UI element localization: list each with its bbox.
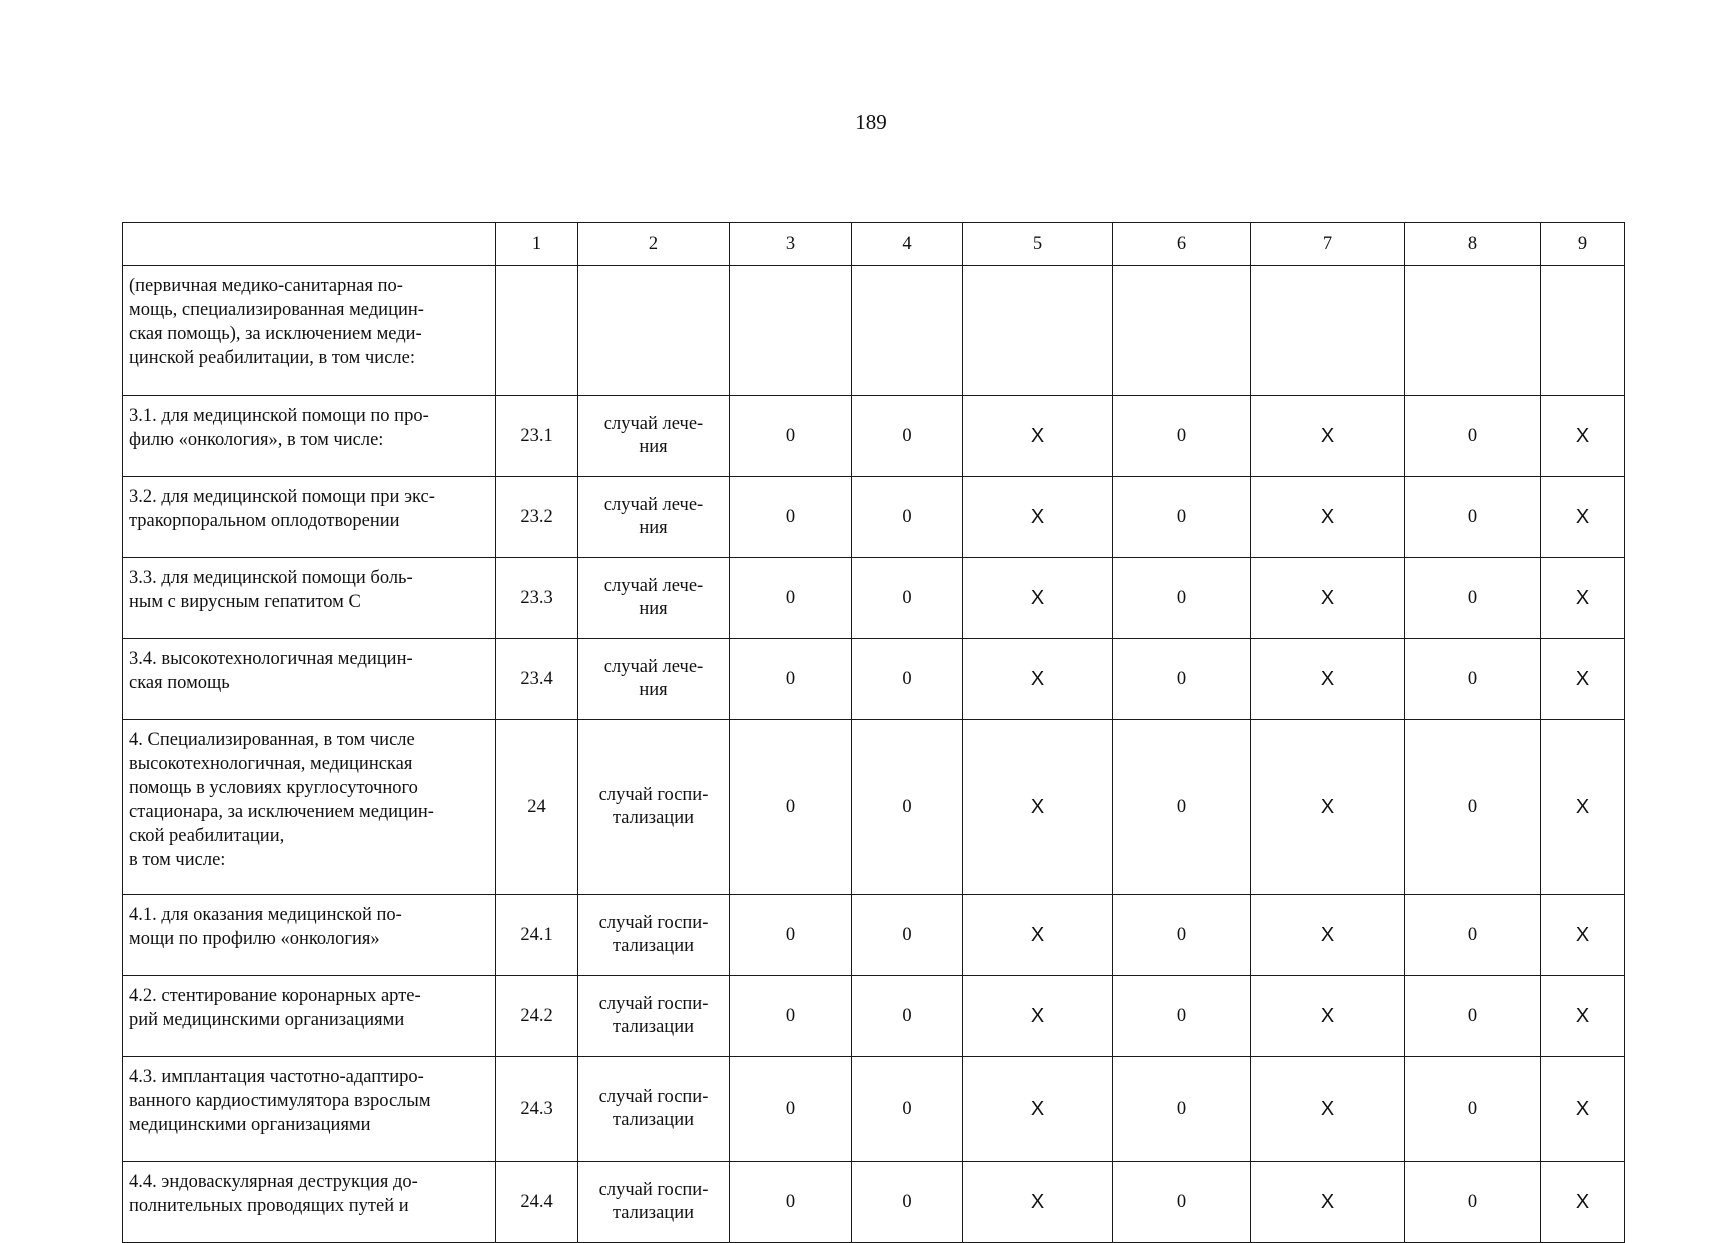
table-row (123, 558, 1625, 639)
table-row (123, 1162, 1625, 1243)
row-description: 4.3. имплантация частотно-адаптиро- ванного кардиостимулятора взрослым медицинскими организациями (123, 1057, 496, 1162)
cell-col-5: X (963, 639, 1113, 720)
row-description: 4. Специализированная, в том числе высокотехнологичная, медицинская помощь в условиях круглосуточного стационара, за исключением медицин- ской реабилитации, в том числе: (123, 720, 496, 895)
cell-col-7: X (1251, 976, 1405, 1057)
cell-col-5: X (963, 895, 1113, 976)
row-code: 23.1 (496, 396, 578, 477)
row-code: 23.3 (496, 558, 578, 639)
table-body (123, 266, 1625, 1243)
header-cell-6: 6 (1113, 223, 1251, 266)
cell-col-8: 0 (1405, 976, 1541, 1057)
cell-col-9: X (1541, 558, 1625, 639)
row-code: 24.3 (496, 1057, 578, 1162)
row-unit: случай госпи- тализации (578, 976, 730, 1057)
cell-col-8: 0 (1405, 477, 1541, 558)
row-unit: случай лече- ния (578, 477, 730, 558)
cell-col-5: X (963, 976, 1113, 1057)
cell-col-8: 0 (1405, 558, 1541, 639)
cell-col-9: X (1541, 720, 1625, 895)
row-unit: случай госпи- тализации (578, 1057, 730, 1162)
row-code: 23.2 (496, 477, 578, 558)
header-cell-0 (123, 223, 496, 266)
cell-col-8: 0 (1405, 895, 1541, 976)
header-cell-3: 3 (730, 223, 852, 266)
cell-col-4: 0 (852, 558, 963, 639)
cell-col-6: 0 (1113, 477, 1251, 558)
row-code (496, 266, 578, 396)
row-description: 3.3. для медицинской помощи боль- ным с вирусным гепатитом С (123, 558, 496, 639)
table-row (123, 720, 1625, 895)
cell-col-9: X (1541, 477, 1625, 558)
table-row (123, 976, 1625, 1057)
cell-col-8 (1405, 266, 1541, 396)
row-description: 3.2. для медицинской помощи при экс- тракорпоральном оплодотворении (123, 477, 496, 558)
cell-col-9: X (1541, 895, 1625, 976)
cell-col-7: X (1251, 895, 1405, 976)
cell-col-3: 0 (730, 558, 852, 639)
row-unit: случай госпи- тализации (578, 720, 730, 895)
header-cell-2: 2 (578, 223, 730, 266)
row-description: 4.2. стентирование коронарных арте- рий медицинскими организациями (123, 976, 496, 1057)
cell-col-4 (852, 266, 963, 396)
row-code: 24.1 (496, 895, 578, 976)
cell-col-5 (963, 266, 1113, 396)
cell-col-6 (1113, 266, 1251, 396)
cell-col-5: X (963, 1162, 1113, 1243)
cell-col-9: X (1541, 639, 1625, 720)
row-unit: случай госпи- тализации (578, 1162, 730, 1243)
row-code: 24.4 (496, 1162, 578, 1243)
cell-col-3: 0 (730, 1162, 852, 1243)
cell-col-9: X (1541, 1162, 1625, 1243)
header-row (123, 223, 1625, 266)
row-description: 4.4. эндоваскулярная деструкция до- полнительных проводящих путей и (123, 1162, 496, 1243)
cell-col-6: 0 (1113, 976, 1251, 1057)
cell-col-8: 0 (1405, 396, 1541, 477)
cell-col-6: 0 (1113, 720, 1251, 895)
cell-col-3: 0 (730, 639, 852, 720)
cell-col-5: X (963, 558, 1113, 639)
table-row (123, 1057, 1625, 1162)
cell-col-6: 0 (1113, 396, 1251, 477)
header-cell-5: 5 (963, 223, 1113, 266)
cell-col-9: X (1541, 396, 1625, 477)
cell-col-3 (730, 266, 852, 396)
cell-col-7: X (1251, 396, 1405, 477)
cell-col-4: 0 (852, 639, 963, 720)
cell-col-8: 0 (1405, 1162, 1541, 1243)
cell-col-6: 0 (1113, 1057, 1251, 1162)
cell-col-7: X (1251, 639, 1405, 720)
row-unit: случай лече- ния (578, 639, 730, 720)
cell-col-4: 0 (852, 396, 963, 477)
cell-col-7: X (1251, 1162, 1405, 1243)
header-cell-4: 4 (852, 223, 963, 266)
table-row (123, 396, 1625, 477)
row-unit: случай лече- ния (578, 396, 730, 477)
header-cell-1: 1 (496, 223, 578, 266)
row-unit (578, 266, 730, 396)
cell-col-9: X (1541, 1057, 1625, 1162)
cell-col-4: 0 (852, 720, 963, 895)
row-code: 23.4 (496, 639, 578, 720)
cell-col-3: 0 (730, 976, 852, 1057)
cell-col-4: 0 (852, 477, 963, 558)
cell-col-5: X (963, 1057, 1113, 1162)
cell-col-9: X (1541, 976, 1625, 1057)
cell-col-4: 0 (852, 1162, 963, 1243)
cell-col-8: 0 (1405, 720, 1541, 895)
cell-col-7 (1251, 266, 1405, 396)
header-cell-9: 9 (1541, 223, 1625, 266)
data-table (122, 222, 1625, 1243)
cell-col-3: 0 (730, 720, 852, 895)
row-description: 3.4. высокотехнологичная медицин- ская помощь (123, 639, 496, 720)
cell-col-5: X (963, 396, 1113, 477)
row-description: 4.1. для оказания медицинской по- мощи по профилю «онкология» (123, 895, 496, 976)
cell-col-4: 0 (852, 976, 963, 1057)
row-unit: случай лече- ния (578, 558, 730, 639)
cell-col-3: 0 (730, 477, 852, 558)
header-cell-7: 7 (1251, 223, 1405, 266)
row-description: (первичная медико-санитарная по- мощь, специализированная медицин- ская помощь), за исключением меди- цинской реабилитации, в том числе: (123, 266, 496, 396)
cell-col-8: 0 (1405, 639, 1541, 720)
cell-col-5: X (963, 477, 1113, 558)
cell-col-8: 0 (1405, 1057, 1541, 1162)
cell-col-3: 0 (730, 1057, 852, 1162)
table-row (123, 477, 1625, 558)
page-number: 189 (855, 110, 887, 134)
row-description: 3.1. для медицинской помощи по про- филю «онкология», в том числе: (123, 396, 496, 477)
cell-col-4: 0 (852, 1057, 963, 1162)
cell-col-3: 0 (730, 895, 852, 976)
header-cell-8: 8 (1405, 223, 1541, 266)
cell-col-6: 0 (1113, 1162, 1251, 1243)
cell-col-7: X (1251, 477, 1405, 558)
table-row (123, 895, 1625, 976)
cell-col-4: 0 (852, 895, 963, 976)
cell-col-6: 0 (1113, 558, 1251, 639)
row-code: 24.2 (496, 976, 578, 1057)
cell-col-6: 0 (1113, 895, 1251, 976)
cell-col-9 (1541, 266, 1625, 396)
cell-col-5: X (963, 720, 1113, 895)
cell-col-6: 0 (1113, 639, 1251, 720)
row-unit: случай госпи- тализации (578, 895, 730, 976)
table-row (123, 266, 1625, 396)
cell-col-7: X (1251, 558, 1405, 639)
row-code: 24 (496, 720, 578, 895)
cell-col-7: X (1251, 1057, 1405, 1162)
cell-col-7: X (1251, 720, 1405, 895)
cell-col-3: 0 (730, 396, 852, 477)
table-row (123, 639, 1625, 720)
